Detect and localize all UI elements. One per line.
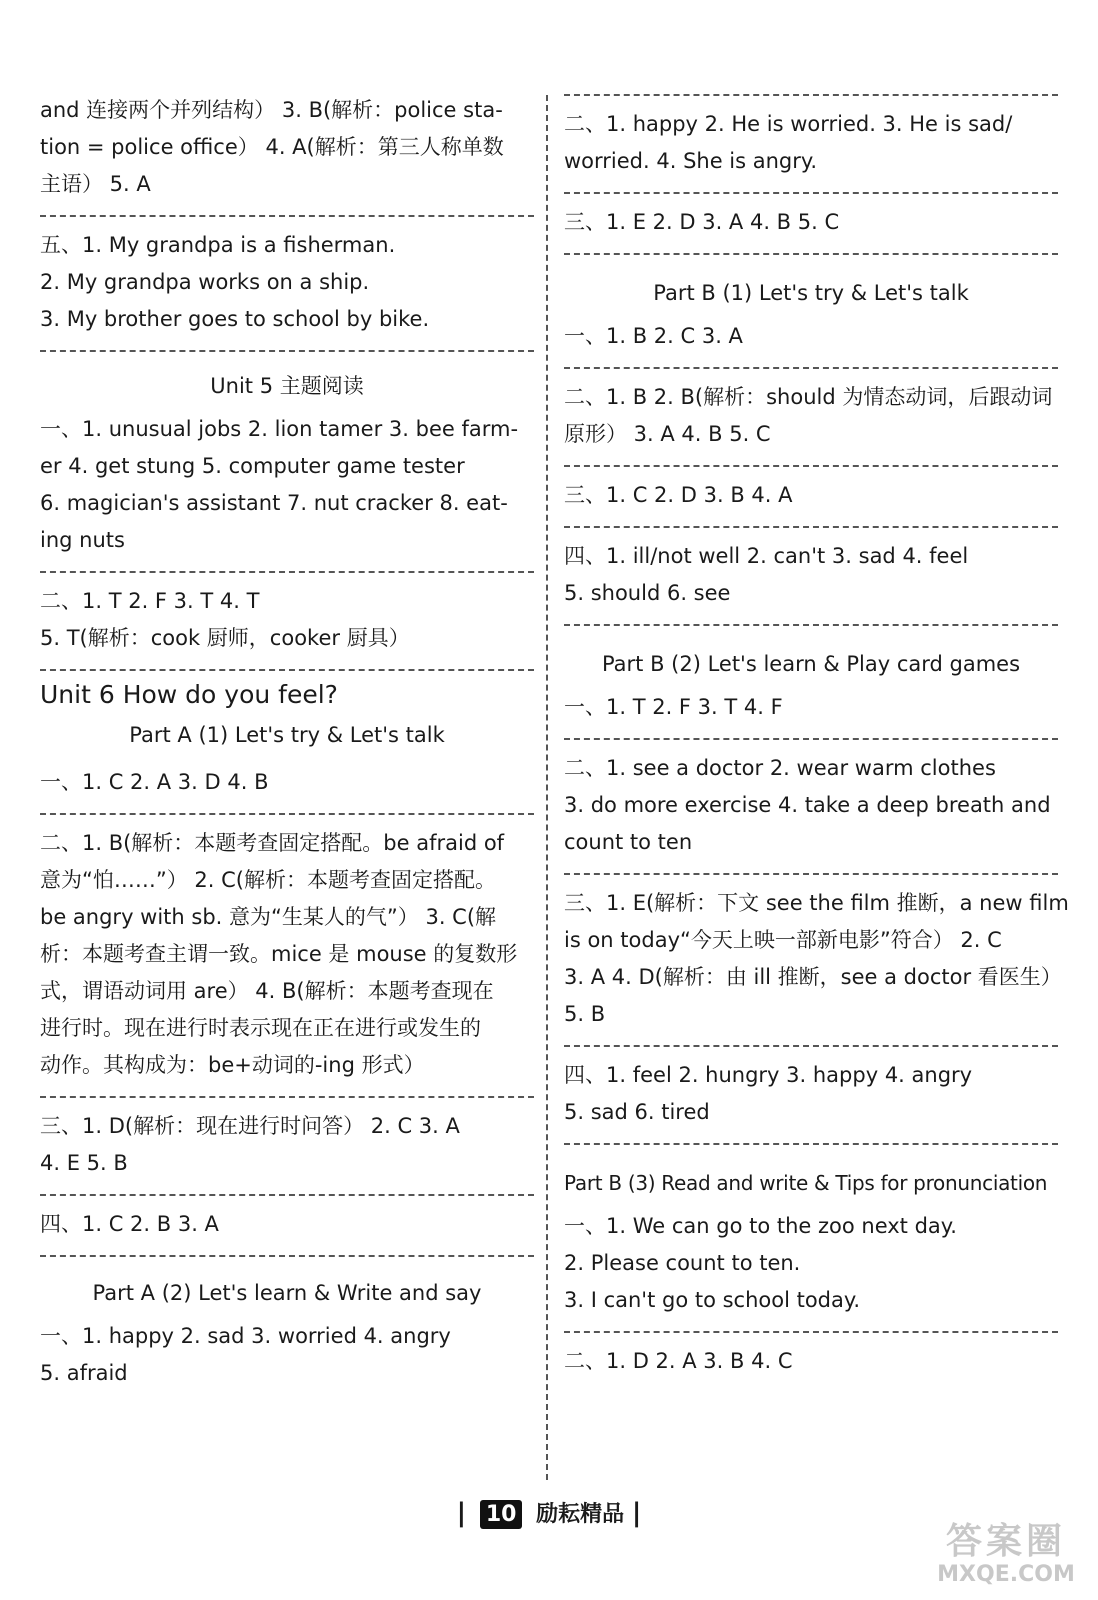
answer-line: 一、1. unusual jobs 2. lion tamer 3. bee farm- [40,417,519,441]
answer-line: 2. Please count to ten. [564,1251,801,1275]
unit5-title: Unit 5 主题阅读 [210,374,364,398]
answer-line: 4. E 5. B [40,1151,128,1175]
answer-line: 6. magician's assistant 7. nut cracker 8. eat- [40,491,508,515]
answer-line: 二、1. B(解析：本题考查固定搭配。be afraid of [40,831,505,855]
part-b3-title: Part B (3) Read and write & Tips for pronunciation [564,1171,1048,1195]
answer-line: ing nuts [40,528,125,552]
answer-block [40,217,534,350]
answer-block [564,194,1058,253]
answer-line: 2. My grandpa works on a ship. [40,270,370,294]
answer-block [40,411,534,571]
answer-line: 三、1. E 2. D 3. A 4. B 5. C [564,210,840,234]
brand-name: 励耘精品 [536,1502,625,1527]
answer-line: er 4. get stung 5. computer game tester [40,454,465,478]
answer-line: 二、1. see a doctor 2. wear warm clothes [564,756,996,780]
answer-block [564,1333,1058,1392]
answer-line: 析：本题考查主谓一致。mice 是 mouse 的复数形 [40,942,518,966]
answer-block [564,875,1069,1045]
answer-block [40,815,534,1096]
answer-line: 5. sad 6. tired [564,1100,710,1124]
answer-line: 一、1. We can go to the zoo next day. [564,1214,957,1238]
answer-line: 四、1. feel 2. hungry 3. happy 4. angry [564,1063,973,1087]
answer-line: 式，谓语动词用 are） 4. B(解析：本题考查现在 [40,979,494,1003]
answer-block [564,528,1058,624]
answer-line: 进行时。现在进行时表示现在正在进行或发生的 [40,1016,481,1040]
unit6-title: Unit 6 How do you feel? [40,680,338,709]
answer-line: 5. afraid [40,1361,128,1385]
answer-line: 5. T(解析：cook 厨师，cooker 厨具） [40,626,410,650]
part-b2-title: Part B (2) Let's learn & Play card games [601,652,1021,676]
answer-line: 意为“怕……”） 2. C(解析：本题考查固定搭配。 [40,868,496,892]
part-a2-title: Part A (2) Let's learn & Write and say [92,1281,482,1305]
answer-line: 5. should 6. see [564,581,731,605]
answer-line: 一、1. C 2. A 3. D 4. B [40,770,269,794]
answer-block [40,1318,534,1404]
answer-line: 5. B [564,1002,606,1026]
answer-block [564,96,1058,192]
answer-line: 一、1. happy 2. sad 3. worried 4. angry [40,1324,451,1348]
answer-block [40,573,534,669]
answer-line: 二、1. T 2. F 3. T 4. T [40,589,260,613]
answer-block [564,467,1058,526]
answer-block [564,689,1058,738]
answer-line: 三、1. D(解析：现在进行时问答） 2. C 3. A [40,1114,460,1138]
answer-block [564,1208,1058,1331]
answer-line: 3. I can't go to school today. [564,1288,860,1312]
answer-line: 二、1. happy 2. He is worried. 3. He is sad/ [564,112,1013,136]
watermark-logo-icon: 答案圈 [945,1521,1066,1562]
answer-line: worried. 4. She is angry. [564,149,818,173]
answer-line: 二、1. D 2. A 3. B 4. C [564,1349,793,1373]
column-divider [546,95,548,1480]
answer-line: 3. A 4. D(解析：由 ill 推断，see a doctor 看医生） [564,965,1062,989]
answer-line: 3. My brother goes to school by bike. [40,307,430,331]
answer-line: 三、1. C 2. D 3. B 4. A [564,483,793,507]
footer-bar-left: | [456,1498,467,1528]
part-b1-title: Part B (1) Let's try & Let's talk [653,281,969,305]
watermark-text: MXQE.COM [937,1562,1075,1587]
answer-line: 四、1. ill/not well 2. can't 3. sad 4. feel [564,544,969,568]
answer-block [40,754,534,813]
answer-line: be angry with sb. 意为“生某人的气”） 3. C(解 [40,905,497,929]
answer-line: tion = police office） 4. A(解析：第三人称单数 [40,135,504,159]
part-a1-title: Part A (1) Let's try & Let's talk [129,723,445,747]
answer-block [40,1196,534,1255]
answer-block [40,1098,534,1194]
answer-block [564,740,1058,873]
answer-line: 五、1. My grandpa is a fisherman. [40,233,396,257]
answer-line: 动作。其构成为：be+动词的-ing 形式） [40,1053,425,1077]
answer-line: 三、1. E(解析：下文 see the film 推断，a new film [564,891,1069,915]
answer-line: 二、1. B 2. B(解析：should 为情态动词，后跟动词 [564,385,1053,409]
right-column [564,14,1069,1392]
left-column [40,82,534,1404]
answer-block [40,82,534,215]
answer-line: and 连接两个并列结构） 3. B(解析：police sta- [40,98,503,122]
answer-line: is on today“今天上映一部新电影”符合） 2. C [564,928,1002,952]
answer-line: 四、1. C 2. B 3. A [40,1212,219,1236]
answer-block [564,1047,1058,1143]
answer-line: 一、1. B 2. C 3. A [564,324,743,348]
answer-block [564,318,1058,367]
answer-block [564,369,1058,465]
page-number: 10 [480,1500,523,1529]
answer-line: 主语） 5. A [40,172,151,196]
footer-bar-right: | [631,1498,642,1528]
answer-line: count to ten [564,830,693,854]
answer-line: 一、1. T 2. F 3. T 4. F [564,695,783,719]
answer-line: 3. do more exercise 4. take a deep breath and [564,793,1051,817]
answer-line: 原形） 3. A 4. B 5. C [564,422,771,446]
watermark [926,1522,1086,1592]
